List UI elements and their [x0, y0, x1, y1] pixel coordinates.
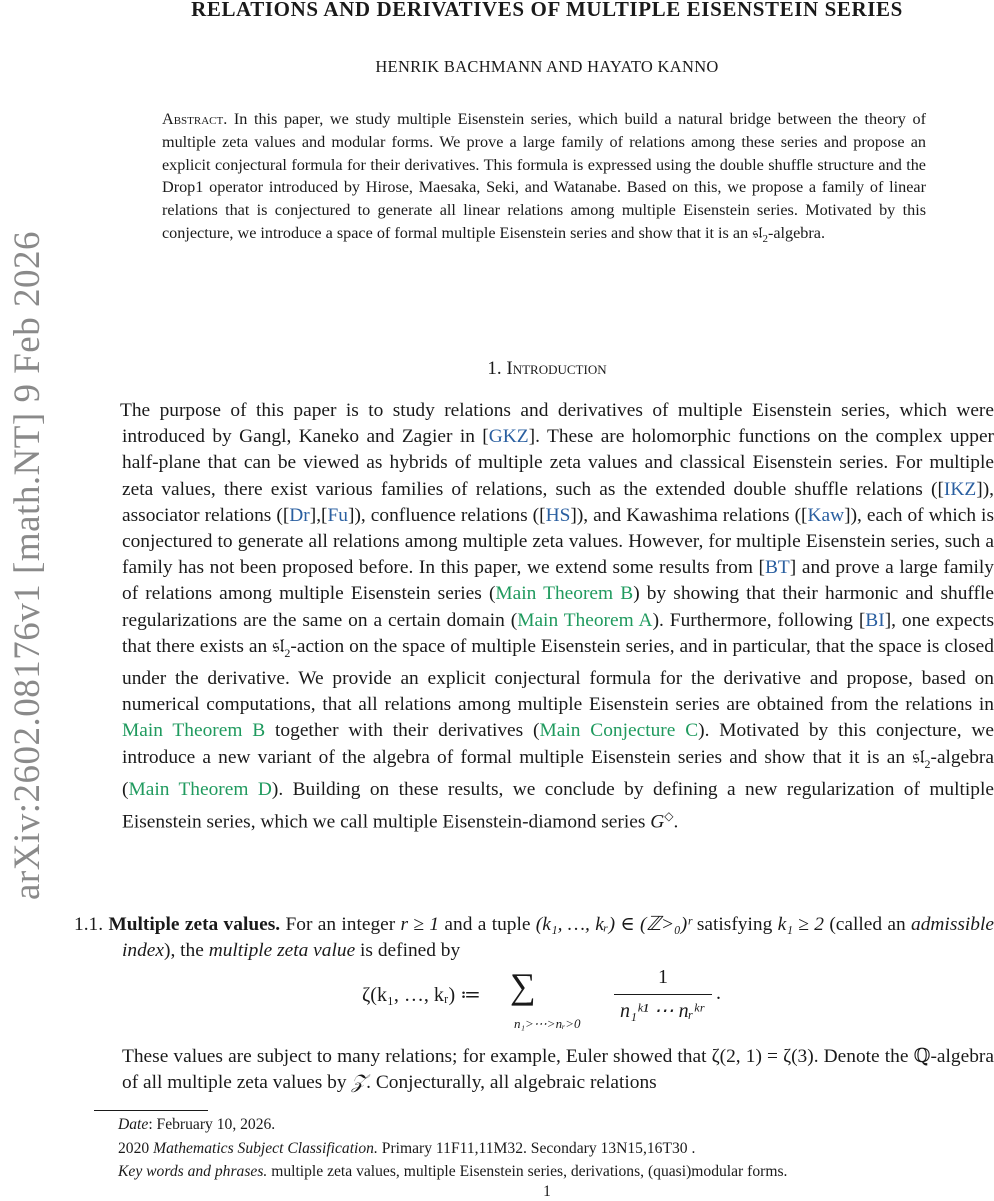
subsection-text: For an integer — [285, 914, 401, 935]
paper-authors: HENRIK BACHMANN AND HAYATO KANNO — [375, 57, 719, 76]
intro-text: ]. These are holomorphic functions on the complex upper half-plane that can be viewed as hybrids of multiple zeta values and classical Eisenstein series. For multiple zeta values, there exist various families of relations, such as the extended double shuffle relations ([ — [122, 426, 994, 500]
intro-text: The purpose of this paper is to study relations and derivatives of multiple Eisenstein series, which were introduced by Gangl, Kaneko and Zagier in [ — [120, 400, 994, 448]
math-inline: r ≥ 1 — [400, 914, 440, 935]
citation-link-gkz[interactable]: GKZ — [488, 426, 529, 448]
sl2-symbol: 𝔰𝔩 — [912, 746, 925, 768]
footnote-label: Key words and phrases. — [118, 1163, 268, 1180]
section-heading — [100, 358, 994, 380]
intro-paragraph — [122, 398, 994, 835]
footnote-value: Primary 11F11,11M32. Secondary 13N15,16T30 . — [377, 1139, 696, 1157]
emphasis-term: multiple zeta value — [208, 940, 356, 962]
sl2-subscript: 2 — [924, 756, 931, 771]
footnote-rule — [94, 1110, 208, 1111]
citation-link-ikz[interactable]: IKZ — [943, 478, 977, 500]
intro-text: ]), each of which is conjectured to generate all relations among multiple zeta values. However, for multiple Eisenstein series, such a family has not been proposed before. In this paper, we extend some results from [ — [122, 504, 994, 579]
subsection-text: ), the — [164, 940, 209, 962]
arxiv-identifier-stamp: arXiv:2602.08176v1 [math.NT] 9 Feb 2026 — [7, 231, 48, 900]
fraction-numerator: 1 — [658, 966, 668, 988]
intro-text: -algebra ( — [122, 746, 994, 800]
intro-text: ). Building on these results, we conclude by defining a new regularization of multiple Eisenstein series, which we call multiple Eisenstein-diamond series — [122, 778, 994, 833]
sl2-symbol: 𝔰𝔩 — [752, 223, 763, 242]
footnote-value: : February 10, 2026. — [148, 1116, 276, 1133]
intro-text: ) by showing that their harmonic and shuffle regularizations are the same on a certain domain ( — [122, 583, 994, 631]
mzv-definition-formula — [362, 968, 742, 1038]
subsection-text: (called an — [823, 914, 912, 935]
intro-text: ). Furthermore, following [ — [652, 609, 866, 631]
summation-range: n₁>⋯>nᵣ>0 — [514, 1016, 581, 1031]
subsection-text: satisfying — [691, 914, 778, 935]
footnote-value: 2020 — [118, 1139, 154, 1157]
footnotes — [118, 1113, 994, 1184]
footnote-value: multiple zeta values, multiple Eisenstein series, derivations, (quasi)modular forms. — [267, 1163, 788, 1180]
fraction-bar — [614, 994, 712, 995]
intro-text: ], one expects that there exists an — [122, 609, 994, 657]
citation-link-kaw[interactable]: Kaw — [807, 504, 845, 526]
theorem-link-main-theorem-a[interactable]: Main Theorem A — [517, 609, 653, 631]
footnote-label: Mathematics Subject Classification. — [153, 1139, 378, 1157]
paragraph-text: These values are subject to many relations; for example, Euler showed that ζ(2, 1) = ζ(3). Denote the ℚ-algebra of all multiple zeta values by — [122, 1046, 994, 1094]
summation-symbol: ∑ — [510, 966, 536, 1006]
intro-text: ). Motivated by this conjecture, we introduce a new variant of the algebra of formal multiple Eisenstein series and show that it is an — [122, 720, 994, 768]
paragraph-after-formula — [122, 1044, 994, 1096]
theorem-link-main-theorem-d[interactable]: Main Theorem D — [128, 778, 272, 800]
formula-end: . — [716, 982, 721, 1004]
math-inline: (k₁, …, kᵣ) ∈ (ℤ>₀)ʳ — [535, 914, 692, 935]
subsection-text: and a tuple — [439, 914, 536, 935]
citation-link-bt[interactable]: BT — [765, 557, 790, 579]
math-inline: k₁ ≥ 2 — [777, 914, 824, 935]
intro-text: ]), confluence relations ([ — [348, 504, 546, 526]
theorem-link-main-theorem-b[interactable]: Main Theorem B — [122, 720, 266, 742]
paper-title: RELATIONS AND DERIVATIVES OF MULTIPLE EISENSTEIN SERIES — [191, 0, 903, 21]
footnote-label: Date — [118, 1116, 149, 1133]
diamond-superscript: ◇ — [664, 808, 674, 823]
g-diamond-symbol: G — [650, 811, 665, 833]
sl2-subscript: 2 — [762, 233, 768, 246]
intro-text: ] and prove a large family of relations among multiple Eisenstein series ( — [122, 557, 994, 605]
subsection-text: is defined by — [355, 940, 461, 962]
section-title: Introduction — [506, 358, 607, 379]
citation-link-dr[interactable]: Dr — [289, 504, 310, 526]
abstract-text-end: -algebra. — [767, 223, 826, 242]
abstract — [162, 108, 926, 251]
emphasis-term: admissible index — [122, 914, 994, 962]
subsection-number: 1.1. — [74, 914, 104, 935]
footnote-date — [118, 1113, 994, 1137]
sl2-subscript: 2 — [284, 645, 291, 660]
citation-link-bi[interactable]: BI — [865, 609, 885, 631]
subsection-title: Multiple zeta values. — [108, 914, 281, 935]
abstract-text: In this paper, we study multiple Eisenstein series, which build a natural bridge between the theory of multiple zeta values and modular forms. We prove a large family of relations among these series and propose an explicit conjectural formula for their derivatives. This formula is expressed using the double shuffle structure and the Drop1 operator introduced by Hirose, Maesaka, Seki, and Watanabe. Based on this, we propose a family of linear relations that is conjectured to generate all linear relations among multiple Eisenstein series. Motivated by this conjecture, we introduce a space of formal multiple Eisenstein series and show that it is an — [162, 110, 926, 242]
intro-text: together with their derivatives ( — [265, 720, 540, 742]
paragraph-text: . Conjecturally, all algebraic relations — [366, 1072, 657, 1094]
sl2-symbol: 𝔰𝔩 — [272, 635, 285, 657]
section-number: 1. — [487, 358, 502, 379]
intro-text: ],[ — [309, 504, 328, 526]
intro-text: . — [673, 811, 679, 833]
intro-text: ]), and Kawashima relations ([ — [570, 504, 808, 526]
intro-text: -action on the space of multiple Eisenstein series, and in particular, that the space is closed under the derivative. We provide an explicit conjectural formula for the derivative and propose, based on numerical computations, that all relations among multiple Eisenstein series are obtained from the relations in — [122, 635, 994, 716]
z-symbol: 𝒵 — [351, 1072, 367, 1094]
fraction-denominator: n₁ᵏ¹ ⋯ nᵣᵏʳ — [620, 1000, 704, 1022]
citation-link-fu[interactable]: Fu — [327, 504, 348, 526]
abstract-label: Abstract. — [162, 110, 228, 128]
citation-link-hs[interactable]: HS — [545, 504, 571, 526]
formula-lhs: ζ(k₁, …, kᵣ) ≔ — [362, 984, 481, 1006]
footnote-msc — [118, 1137, 994, 1161]
theorem-link-main-theorem-b[interactable]: Main Theorem B — [495, 583, 634, 605]
footnote-keywords — [118, 1160, 994, 1184]
page-number: 1 — [543, 1183, 551, 1200]
intro-text: ]), associator relations ([ — [122, 478, 994, 526]
subsection-paragraph — [74, 912, 994, 964]
conjecture-link-main-conjecture-c[interactable]: Main Conjecture C — [539, 720, 699, 742]
